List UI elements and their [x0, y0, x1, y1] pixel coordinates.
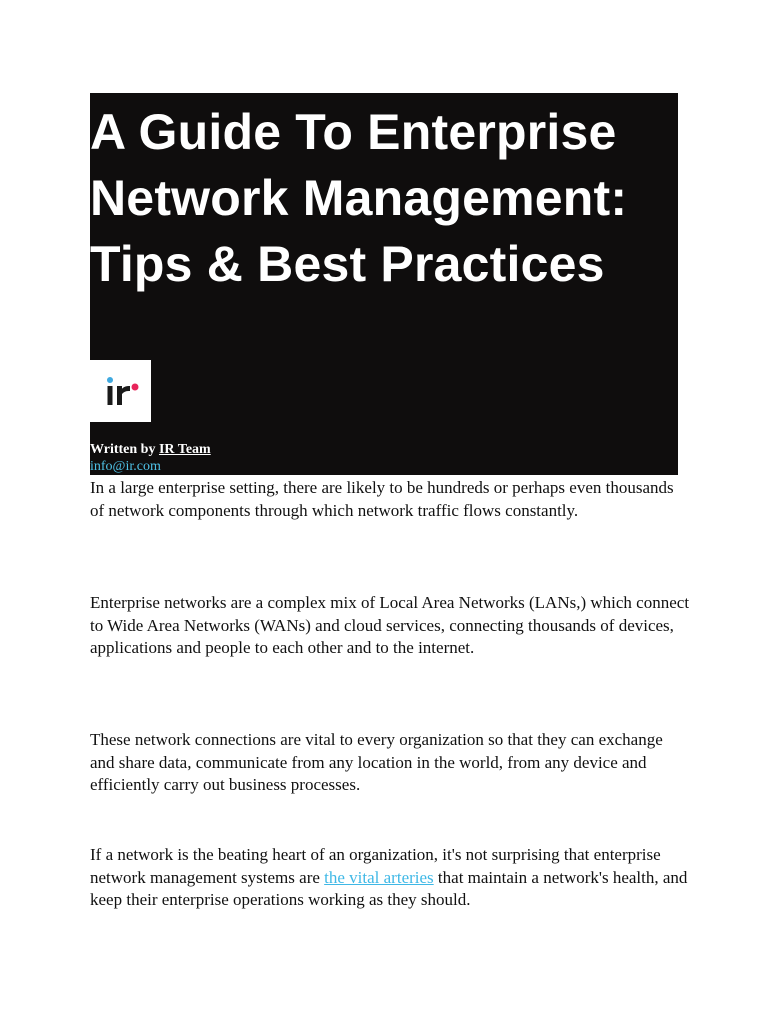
- paragraph-connections: These network connections are vital to every organization so that they can exchange and share data, communicate from any location in the world, from any device and efficiently carry out business processes.: [90, 730, 663, 794]
- author-link[interactable]: IR Team: [158, 442, 211, 457]
- paragraph-management-text-end: that maintain a network's health, and keep their enterprise operations working as they should.: [90, 867, 688, 909]
- vital-arteries-link[interactable]: the vital arteries: [324, 867, 434, 887]
- paragraph-networks: Enterprise networks are a complex mix of Local Area Networks (LANs,) which connect to Wide Area Networks (WANs) and cloud services, connecting thousands of devices, applications and people to each other and to the internet.: [90, 593, 690, 657]
- paragraph-management: [90, 844, 690, 912]
- byline: [90, 441, 211, 459]
- byline-prefix: Written by: [90, 442, 159, 457]
- author-email-link[interactable]: info@ir.com: [90, 459, 161, 474]
- article-title: A Guide To Enterprise Network Management: Tips & Best Practices: [90, 104, 628, 292]
- ir-logo-icon: [104, 373, 144, 409]
- paragraph-management-text-start: If a network is the beating heart of an organization, it's not surprising that enterprise network management systems are: [90, 845, 661, 887]
- paragraph-intro: In a large enterprise setting, there are likely to be hundreds or perhaps even thousands of network components through which network traffic flows constantly.: [90, 478, 674, 520]
